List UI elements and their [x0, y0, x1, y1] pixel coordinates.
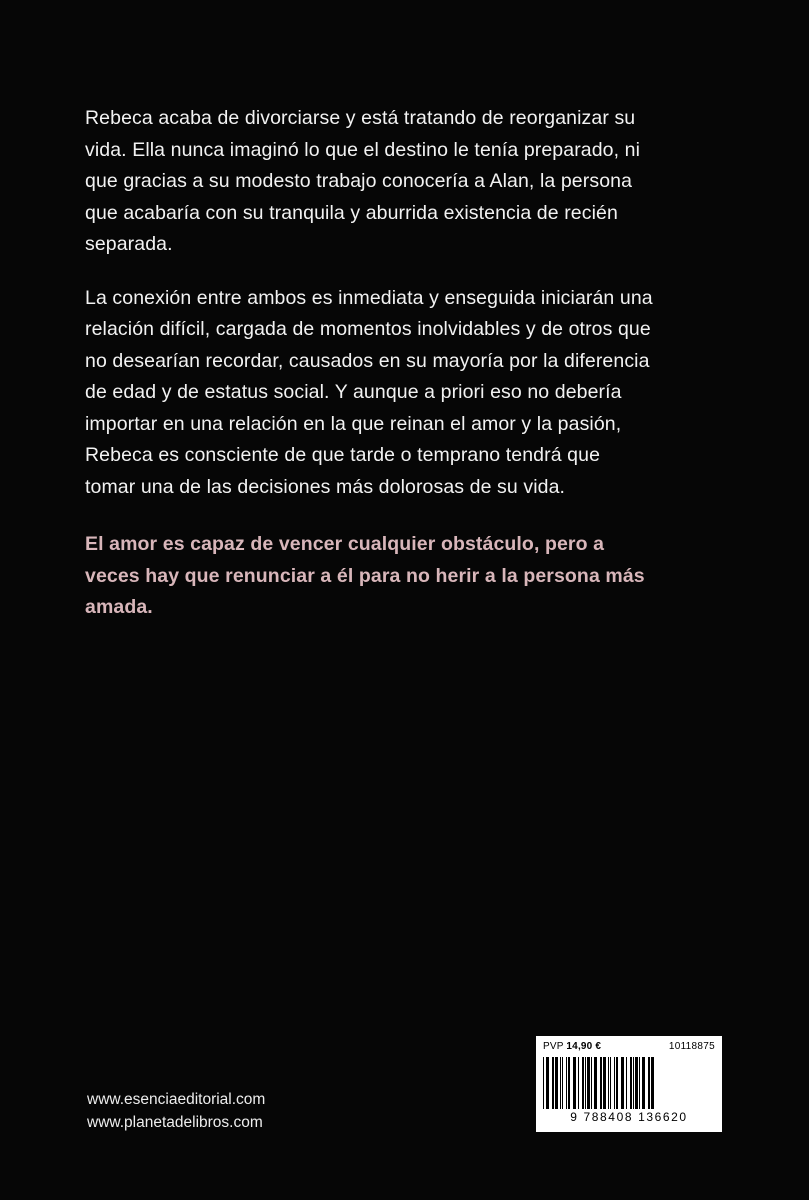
- barcode-block: [536, 1036, 722, 1132]
- url-esencia[interactable]: www.esenciaeditorial.com: [87, 1091, 266, 1108]
- url-planeta[interactable]: www.planetadelibros.com: [87, 1114, 263, 1131]
- blurb-text-block: [85, 103, 655, 646]
- blurb-highlight: El amor es capaz de vencer cualquier obstáculo, pero a veces hay que renunciar a él para no herir a la persona más amada.: [85, 533, 645, 618]
- blurb-paragraph-2: La conexión entre ambos es inmediata y enseguida iniciarán una relación difícil, cargada de momentos inolvidables y de otros que no desearían recordar, causados en su mayoría por la diferencia de edad y de estatus social. Y aunque a priori eso no debería importar en una relación en la que reinan el amor y la pasión, Rebeca es consciente de que tarde o temprano tendrá que tomar una de las decisiones más dolorosas de su vida.: [85, 286, 653, 498]
- price-label-text: PVP: [543, 1041, 564, 1052]
- barcode-bars: [543, 1057, 715, 1109]
- internal-code: 10118875: [668, 1041, 715, 1052]
- barcode-digits: 9 788408 136620: [570, 1110, 688, 1124]
- blurb-paragraph-1: Rebeca acaba de divorciarse y está tratando de reorganizar su vida. Ella nunca imaginó lo que el destino le tenía preparado, ni que gracias a su modesto trabajo conocería a Alan, la persona que acabaría con su tranquila y aburrida existencia de recién separada.: [85, 107, 641, 255]
- price-label: [543, 1041, 601, 1053]
- barcode-header: [543, 1041, 715, 1053]
- publisher-urls: [87, 1088, 265, 1134]
- price-value: 14,90 €: [566, 1041, 602, 1052]
